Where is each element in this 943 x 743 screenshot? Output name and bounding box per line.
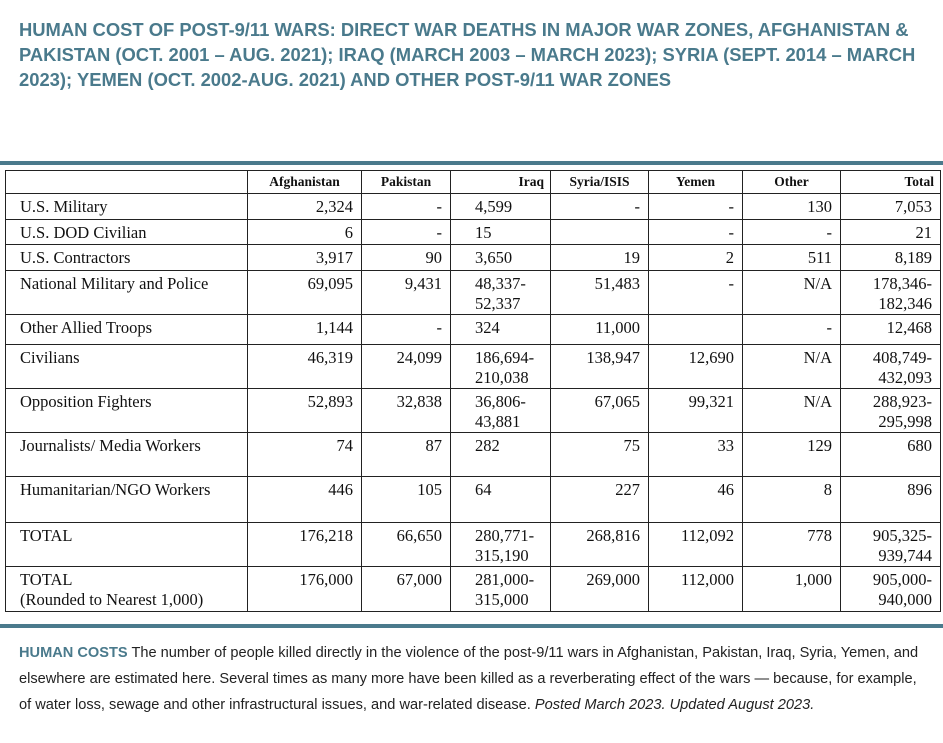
cell-other: 778: [743, 523, 841, 567]
cell-syria: 138,947: [551, 345, 649, 389]
cell-other: 130: [743, 194, 841, 220]
cell-yemen: 12,690: [649, 345, 743, 389]
cell-other: 8: [743, 477, 841, 523]
cell-other: 129: [743, 433, 841, 477]
column-header-iraq: Iraq: [451, 171, 551, 194]
caption: [19, 640, 924, 718]
cell-pakistan: 90: [362, 245, 451, 271]
cell-yemen: 2: [649, 245, 743, 271]
cell-pakistan: 67,000: [362, 567, 451, 612]
row-label: Civilians: [6, 345, 248, 389]
cell-yemen: 99,321: [649, 389, 743, 433]
cell-total: 288,923- 295,998: [841, 389, 941, 433]
row-label: TOTAL (Rounded to Nearest 1,000): [6, 567, 248, 612]
table-row: [6, 194, 941, 220]
table-row: [6, 389, 941, 433]
cell-afghanistan: 446: [248, 477, 362, 523]
table-row: [6, 271, 941, 315]
cell-syria: 19: [551, 245, 649, 271]
cell-iraq: 4,599: [451, 194, 551, 220]
cell-pakistan: 87: [362, 433, 451, 477]
cell-total: 12,468: [841, 315, 941, 345]
table-row: [6, 477, 941, 523]
cell-iraq: 36,806- 43,881: [451, 389, 551, 433]
cell-afghanistan: 176,218: [248, 523, 362, 567]
row-label: Humanitarian/NGO Workers: [6, 477, 248, 523]
table-header-row: [6, 171, 941, 194]
cell-pakistan: -: [362, 220, 451, 245]
cell-total: 905,000- 940,000: [841, 567, 941, 612]
column-header-syria: Syria/ISIS: [551, 171, 649, 194]
caption-posted: Posted March 2023. Updated August 2023.: [534, 697, 815, 713]
row-label: TOTAL: [6, 523, 248, 567]
cell-afghanistan: 69,095: [248, 271, 362, 315]
table-row: [6, 245, 941, 271]
cell-iraq: 186,694- 210,038: [451, 345, 551, 389]
cell-total: 408,749- 432,093: [841, 345, 941, 389]
cell-other: N/A: [743, 345, 841, 389]
cell-iraq: 48,337- 52,337: [451, 271, 551, 315]
cell-other: 1,000: [743, 567, 841, 612]
column-header-yemen: Yemen: [649, 171, 743, 194]
cell-syria: 11,000: [551, 315, 649, 345]
table-row: [6, 567, 941, 612]
bottom-divider: [0, 624, 943, 628]
cell-iraq: 3,650: [451, 245, 551, 271]
table-row: [6, 433, 941, 477]
cell-total: 896: [841, 477, 941, 523]
cell-yemen: 33: [649, 433, 743, 477]
cell-total: 7,053: [841, 194, 941, 220]
table-row: [6, 315, 941, 345]
table-row: [6, 345, 941, 389]
cell-other: N/A: [743, 271, 841, 315]
cell-pakistan: 105: [362, 477, 451, 523]
cell-total: 178,346- 182,346: [841, 271, 941, 315]
cell-iraq: 15: [451, 220, 551, 245]
cell-pakistan: 9,431: [362, 271, 451, 315]
cell-syria: 75: [551, 433, 649, 477]
cell-other: -: [743, 220, 841, 245]
cell-afghanistan: 46,319: [248, 345, 362, 389]
cell-iraq: 324: [451, 315, 551, 345]
cell-afghanistan: 52,893: [248, 389, 362, 433]
cell-syria: 51,483: [551, 271, 649, 315]
cell-total: 21: [841, 220, 941, 245]
cell-pakistan: 24,099: [362, 345, 451, 389]
cell-syria: 227: [551, 477, 649, 523]
cell-pakistan: -: [362, 315, 451, 345]
cell-iraq: 280,771- 315,190: [451, 523, 551, 567]
cell-iraq: 282: [451, 433, 551, 477]
column-header-pakistan: Pakistan: [362, 171, 451, 194]
cell-total: 680: [841, 433, 941, 477]
column-header-label: [6, 171, 248, 194]
cell-iraq: 281,000- 315,000: [451, 567, 551, 612]
table-row: [6, 220, 941, 245]
cell-afghanistan: 176,000: [248, 567, 362, 612]
cell-total: 905,325- 939,744: [841, 523, 941, 567]
cell-syria: -: [551, 194, 649, 220]
column-header-afghanistan: Afghanistan: [248, 171, 362, 194]
deaths-table: [5, 170, 941, 612]
caption-lead: HUMAN COSTS: [19, 645, 128, 661]
cell-afghanistan: 74: [248, 433, 362, 477]
cell-yemen: 46: [649, 477, 743, 523]
deaths-table-container: [5, 170, 941, 612]
cell-other: -: [743, 315, 841, 345]
row-label: Opposition Fighters: [6, 389, 248, 433]
column-header-other: Other: [743, 171, 841, 194]
row-label: U.S. Military: [6, 194, 248, 220]
cell-syria: 67,065: [551, 389, 649, 433]
row-label: U.S. Contractors: [6, 245, 248, 271]
cell-syria: [551, 220, 649, 245]
cell-afghanistan: 1,144: [248, 315, 362, 345]
cell-syria: 268,816: [551, 523, 649, 567]
cell-afghanistan: 3,917: [248, 245, 362, 271]
row-label: Journalists/ Media Workers: [6, 433, 248, 477]
cell-pakistan: 32,838: [362, 389, 451, 433]
top-divider: [0, 161, 943, 165]
cell-afghanistan: 2,324: [248, 194, 362, 220]
cell-other: 511: [743, 245, 841, 271]
cell-afghanistan: 6: [248, 220, 362, 245]
row-label: Other Allied Troops: [6, 315, 248, 345]
cell-yemen: -: [649, 194, 743, 220]
cell-iraq: 64: [451, 477, 551, 523]
column-header-total: Total: [841, 171, 941, 194]
cell-yemen: -: [649, 271, 743, 315]
caption-body: The number of people killed directly in the violence of the post-9/11 wars in Afghanistan, Pakistan, Iraq, Syria, Yemen, and elsewhere are estimated here. Several times as many more have been killed as a reverberating effect of the wars — because, for example, of water loss, sewage and other infrastructural issues, and war-related disease.: [19, 645, 919, 713]
table-body: [6, 194, 941, 612]
cell-other: N/A: [743, 389, 841, 433]
cell-pakistan: -: [362, 194, 451, 220]
cell-syria: 269,000: [551, 567, 649, 612]
page-title: HUMAN COST OF POST-9/11 WARS: DIRECT WAR DEATHS IN MAJOR WAR ZONES, AFGHANISTAN & PAKISTAN (OCT. 2001 – AUG. 2021); IRAQ (MARCH 2003 – MARCH 2023); SYRIA (SEPT. 2014 – MARCH 2023); YEMEN (OCT. 2002-AUG. 2021) AND OTHER POST-9/11 WAR ZONES: [19, 19, 916, 90]
table-row: [6, 523, 941, 567]
row-label: U.S. DOD Civilian: [6, 220, 248, 245]
row-label: National Military and Police: [6, 271, 248, 315]
cell-pakistan: 66,650: [362, 523, 451, 567]
cell-yemen: 112,092: [649, 523, 743, 567]
cell-yemen: [649, 315, 743, 345]
cell-yemen: 112,000: [649, 567, 743, 612]
cell-yemen: -: [649, 220, 743, 245]
cell-total: 8,189: [841, 245, 941, 271]
